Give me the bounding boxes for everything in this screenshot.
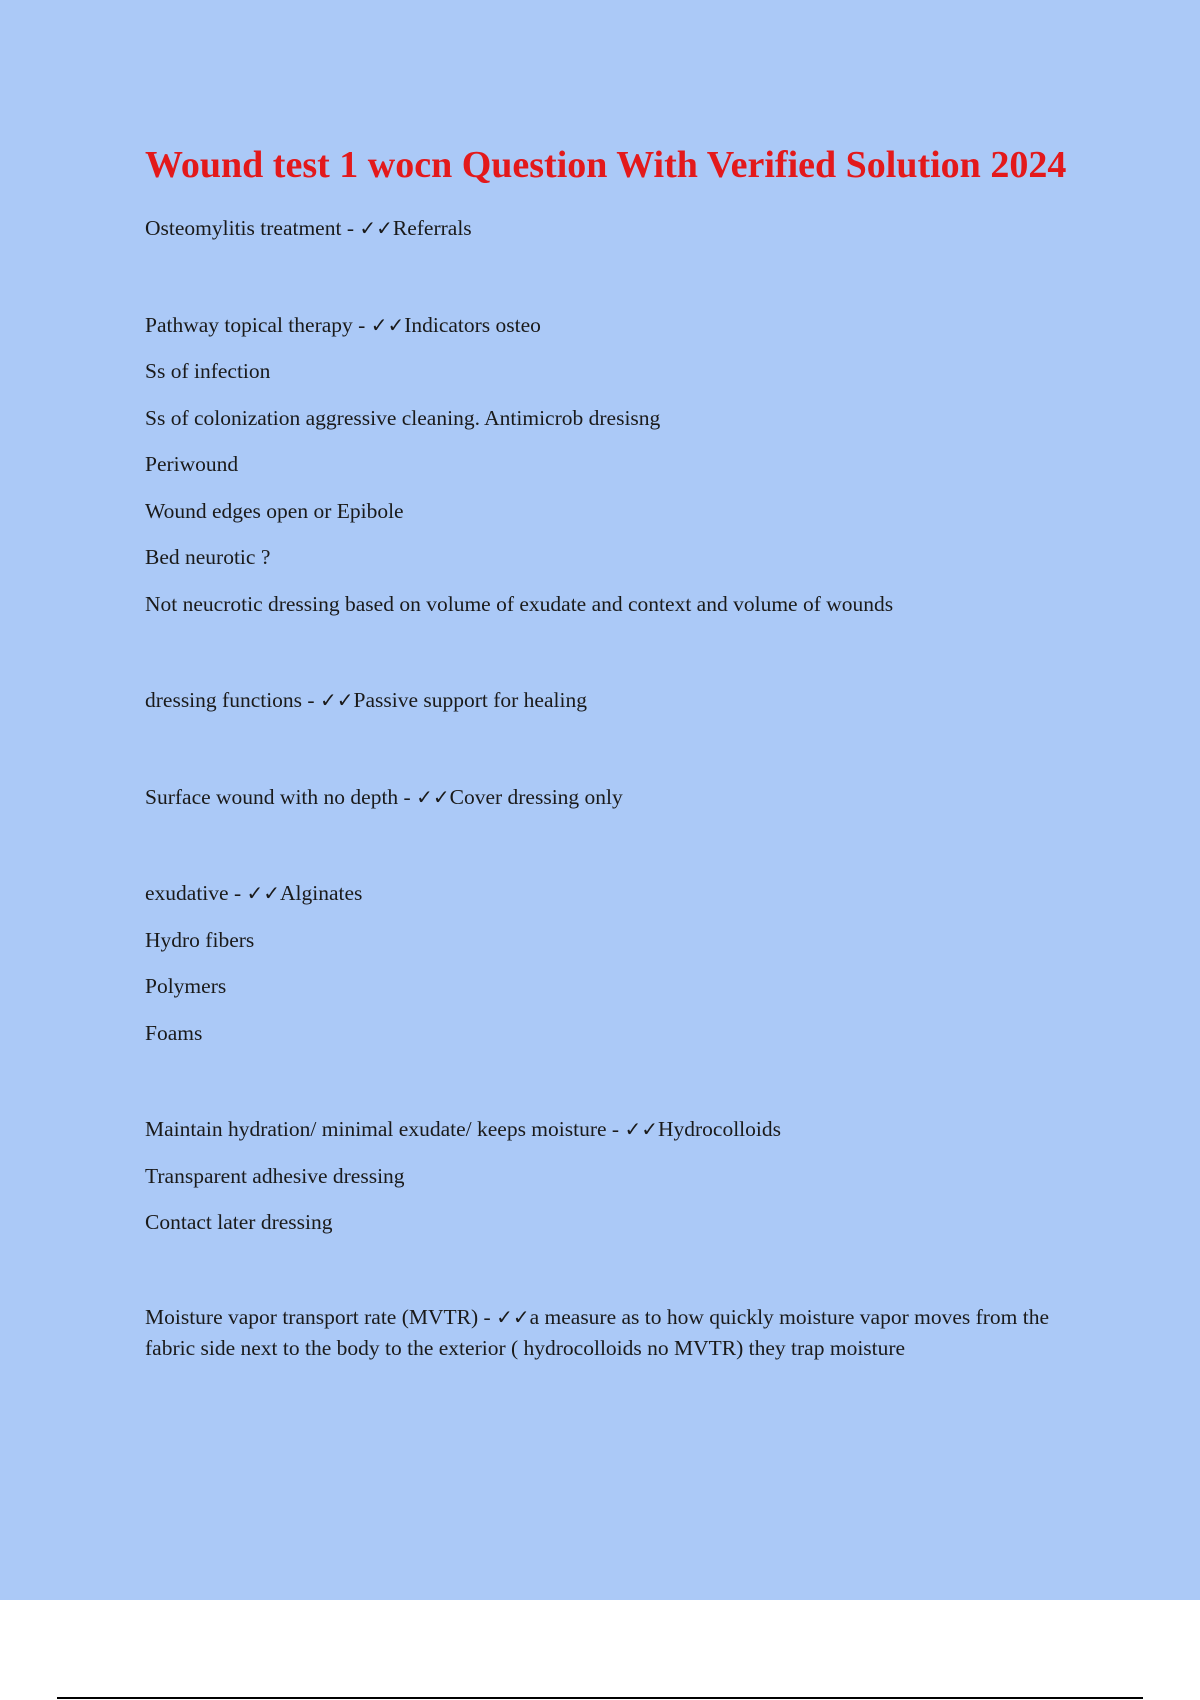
answer-continuation: Contact later dressing [145,1210,333,1234]
item-spacer [145,1056,1085,1106]
item-spacer [145,1246,1085,1296]
answer-continuation: Polymers [145,974,227,998]
answer-text: Cover dressing only [449,784,623,809]
answer-text: Alginates [280,881,363,905]
answer-continuation: Ss of colonization aggressive cleaning. Antimicrob dresisng [145,405,661,430]
answer-continuation: Ss of infection [145,359,271,383]
qa-item [145,1106,1085,1153]
document-title: Wound test 1 wocn Question With Verified Solution 2024 [145,144,1067,186]
double-check-icon: ✓✓ [319,688,354,712]
question-text: dressing functions - [145,688,320,712]
item-spacer [145,724,1085,774]
item-spacer [145,820,1085,870]
answer-text: Passive support for healing [353,688,587,712]
answer-text: Indicators osteo [404,312,541,337]
double-check-icon: ✓✓ [624,1117,658,1141]
answer-continuation: Foams [145,1020,203,1045]
answer-continuation: Bed neurotic ? [145,545,271,569]
answer-continuation: Periwound [145,452,239,476]
answer-text: Hydrocolloids [657,1117,782,1141]
answer-continuation: Transparent adhesive dressing [145,1163,405,1188]
double-check-icon: ✓✓ [359,216,393,240]
double-check-icon: ✓✓ [370,312,405,337]
footer-divider [57,1697,1143,1699]
question-text: Surface wound with no depth - [145,784,417,809]
answer-text: a measure as to how quickly moisture vapor moves from the fabric side next to the body to the exterior ( hydrocolloids no MVTR) they trap moisture [145,1304,1050,1360]
qa-item [145,870,1085,917]
qa-item [145,205,1085,252]
document-content [145,140,1085,1364]
answer-continuation: Not neucrotic dressing based on volume of exudate and context and volume of wounds [145,591,894,616]
question-text: Maintain hydration/ minimal exudate/ keeps moisture - [145,1117,625,1141]
question-text: Moisture vapor transport rate (MVTR) - [145,1304,497,1329]
double-check-icon: ✓✓ [246,881,281,905]
item-spacer [145,627,1085,677]
double-check-icon: ✓✓ [416,784,450,809]
qa-item [145,677,1085,724]
answer-continuation: Hydro fibers [145,927,255,952]
qa-item [145,1302,1085,1364]
qa-item [145,774,1085,821]
answer-text: Referrals [392,216,472,240]
item-spacer [145,252,1085,302]
question-text: Pathway topical therapy - [145,312,371,337]
qa-item [145,302,1085,349]
question-text: Osteomylitis treatment - [145,216,360,240]
question-text: exudative - [145,881,247,905]
answer-continuation: Wound edges open or Epibole [145,498,404,523]
double-check-icon: ✓✓ [496,1304,530,1329]
